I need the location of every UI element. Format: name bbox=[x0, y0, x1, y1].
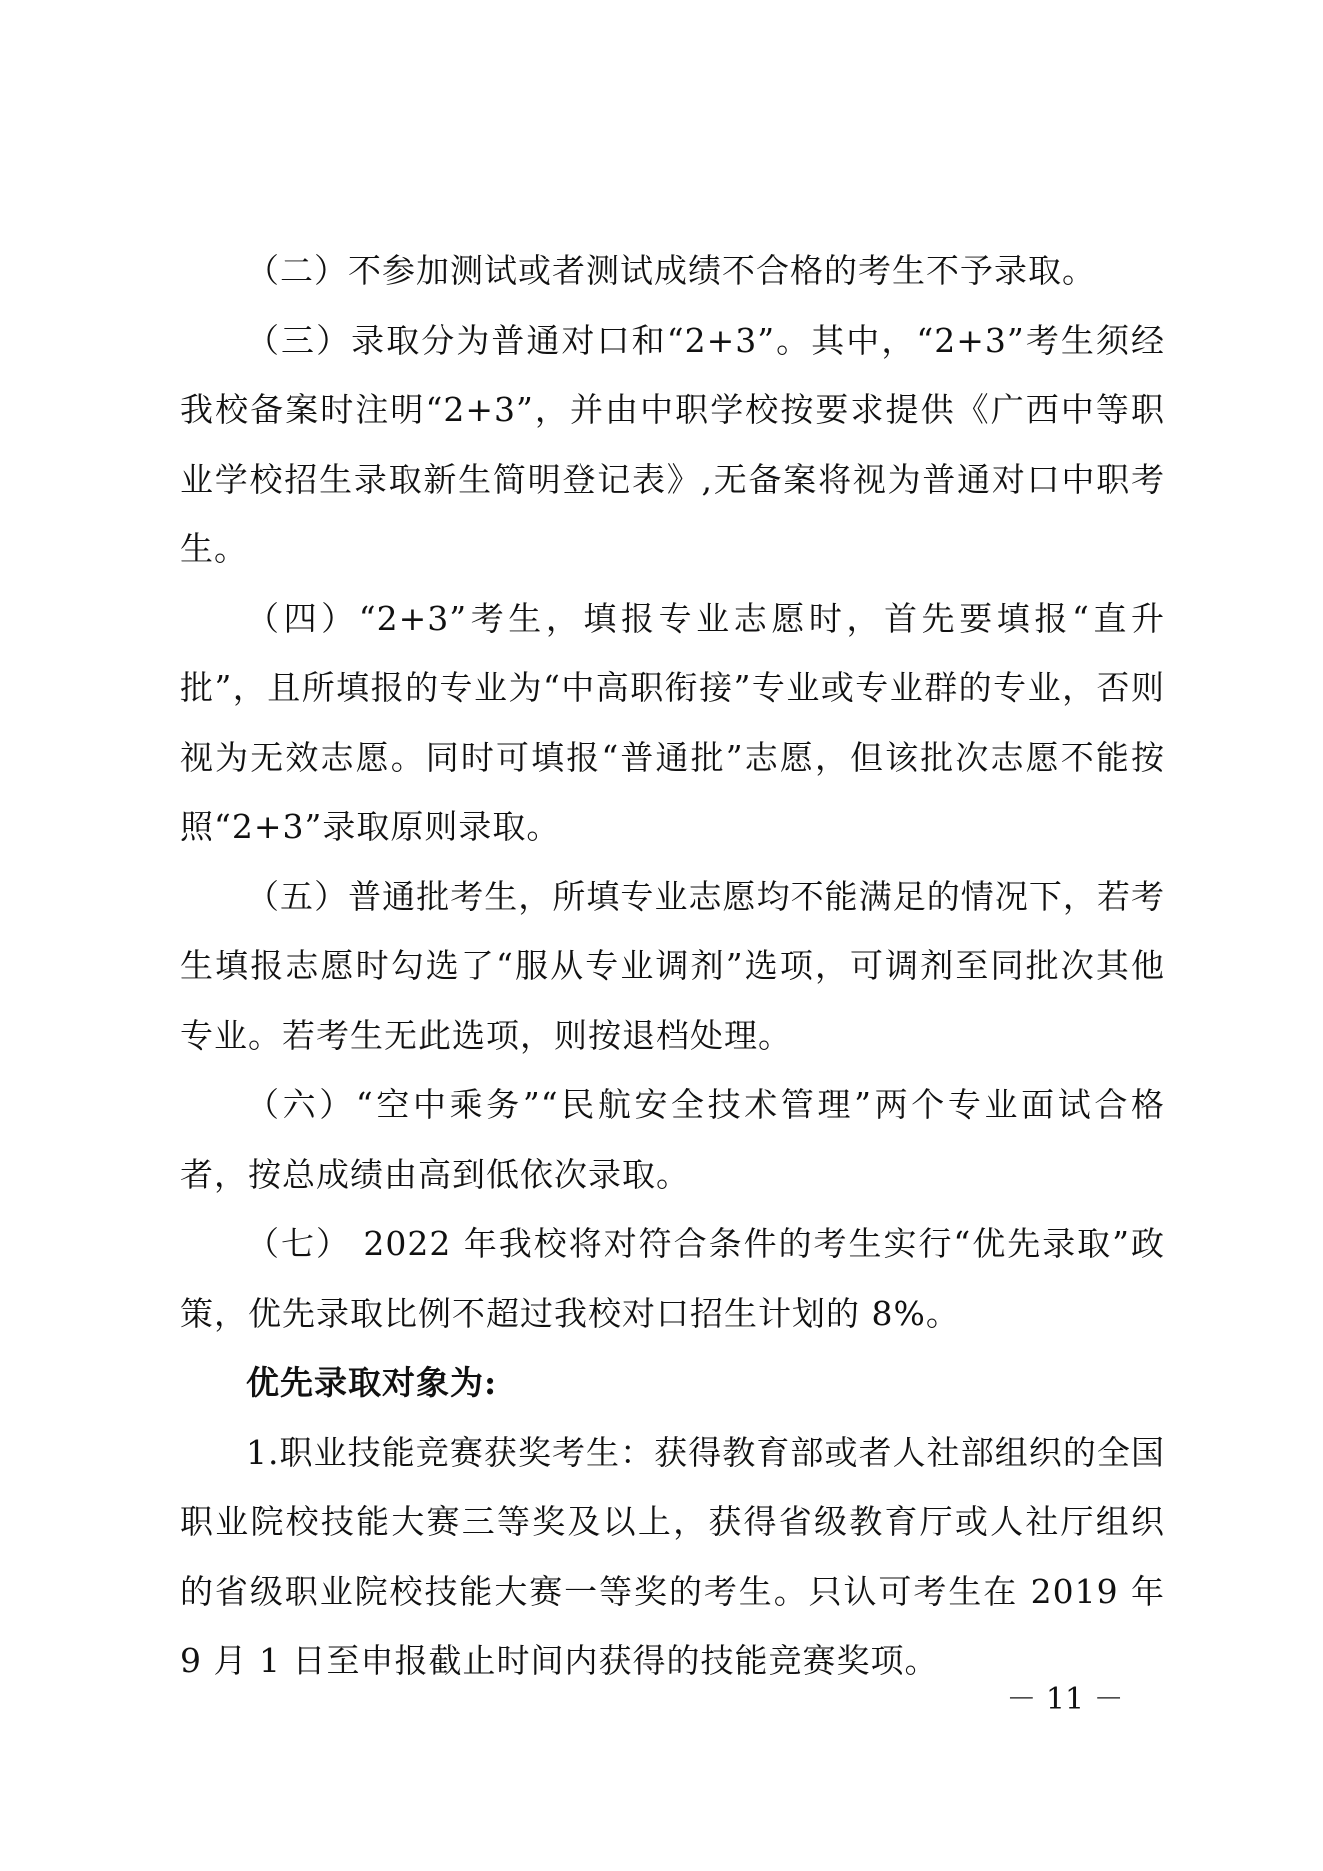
paragraph-item-4: （四）“2+3”考生，填报专业志愿时，首先要填报“直升批”，且所填报的专业为“中高职衔接”专业或专业群的专业，否则视为无效志愿。同时可填报“普通批”志愿，但该批次志愿不能按照“2+3”录取原则录取。 bbox=[180, 598, 1165, 846]
page-number: － 11 － bbox=[1006, 1682, 1124, 1717]
paragraph-item-3: （三）录取分为普通对口和“2+3”。其中，“2+3”考生须经我校备案时注明“2+3”，并由中职学校按要求提供《广西中等职业学校招生录取新生简明登记表》,无备案将视为普通对口中职考生。 bbox=[180, 320, 1165, 568]
document-body bbox=[180, 236, 1165, 1696]
list-item-1: 1.职业技能竞赛获奖考生：获得教育部或者人社部组织的全国职业院校技能大赛三等奖及以上，获得省级教育厅或人社厅组织的省级职业院校技能大赛一等奖的考生。只认可考生在 2019 年 9 月 1 日至申报截止时间内获得的技能竞赛奖项。 bbox=[180, 1432, 1165, 1680]
section-heading: 优先录取对象为: bbox=[246, 1363, 498, 1402]
paragraph-item-7: （七） 2022 年我校将对符合条件的考生实行“优先录取”政策，优先录取比例不超过我校对口招生计划的 8%。 bbox=[180, 1224, 1165, 1333]
paragraph-item-5: （五）普通批考生，所填专业志愿均不能满足的情况下，若考生填报志愿时勾选了“服从专业调剂”选项，可调剂至同批次其他专业。若考生无此选项，则按退档处理。 bbox=[180, 876, 1165, 1055]
paragraph-item-2: （二）不参加测试或者测试成绩不合格的考生不予录取。 bbox=[246, 251, 1096, 290]
paragraph-item-6: （六）“空中乘务”“民航安全技术管理”两个专业面试合格者，按总成绩由高到低依次录取。 bbox=[180, 1085, 1165, 1194]
